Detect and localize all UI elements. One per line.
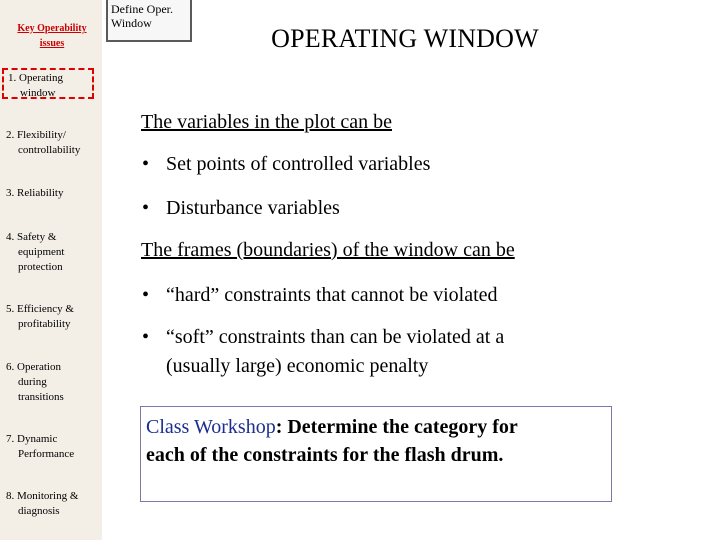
sidebar-item-label: 4. Safety & <box>6 231 57 243</box>
sidebar-item-label: 5. Efficiency & <box>6 303 74 315</box>
workshop-line2: each of the constraints for the flash drum. <box>146 444 504 466</box>
sidebar-item-safety[interactable] <box>6 230 101 275</box>
sidebar-item-label: 6. Operation <box>6 361 61 373</box>
sidebar-item-label: profitability <box>18 318 71 330</box>
sidebar-item-label: equipment <box>18 246 65 258</box>
define-button-line2: Window <box>111 16 152 30</box>
workshop-text: : Determine the category for <box>275 416 518 438</box>
sidebar-item-operating-window[interactable] <box>2 68 94 99</box>
bullet-set-points: • Set points of controlled variables <box>166 150 430 178</box>
sidebar-nav <box>0 0 102 540</box>
sidebar-item-label: controllability <box>18 144 81 156</box>
class-workshop-box <box>140 406 612 502</box>
sidebar-item-reliability[interactable] <box>6 186 101 201</box>
sidebar-item-label: Performance <box>18 448 75 460</box>
sidebar-item-dynamic[interactable] <box>6 432 101 462</box>
key-operability-link[interactable]: Key Operability issues <box>17 23 87 49</box>
sidebar-item-efficiency[interactable] <box>6 302 101 332</box>
define-button-line1: Define Oper. <box>111 2 173 16</box>
bullet-soft-constraints-cont: (usually large) economic penalty <box>166 355 429 377</box>
heading-variables: The variables in the plot can be <box>141 111 393 133</box>
sidebar-item-label: protection <box>18 261 63 273</box>
sidebar-item-monitoring[interactable] <box>6 489 101 519</box>
sidebar-item-label: 1. Operating <box>8 72 63 84</box>
workshop-label: Class Workshop <box>146 416 276 438</box>
sidebar-item-label: 7. Dynamic <box>6 433 58 445</box>
sidebar-item-transitions[interactable] <box>6 360 101 405</box>
workshop-line1 <box>146 413 611 441</box>
page-title: OPERATING WINDOW <box>271 24 539 53</box>
sidebar-item-flexibility[interactable] <box>6 128 101 158</box>
sidebar-item-label: window <box>20 87 56 99</box>
sidebar-item-label: 8. Monitoring & <box>6 490 79 502</box>
bullet-disturbance: • Disturbance variables <box>166 194 340 222</box>
sidebar-item-label: during <box>18 376 47 388</box>
sidebar-item-label: 2. Flexibility/ <box>6 129 66 141</box>
sidebar-item-label: 3. Reliability <box>6 187 64 199</box>
sidebar-item-label: transitions <box>18 391 64 403</box>
define-oper-window-button[interactable] <box>106 0 192 42</box>
sidebar-item-label: diagnosis <box>18 505 60 517</box>
bullet-hard-constraints: • “hard” constraints that cannot be violated <box>166 281 498 309</box>
heading-frames: The frames (boundaries) of the window can be <box>141 239 515 261</box>
bullet-soft-constraints: • “soft” constraints than can be violated at a <box>166 323 504 351</box>
